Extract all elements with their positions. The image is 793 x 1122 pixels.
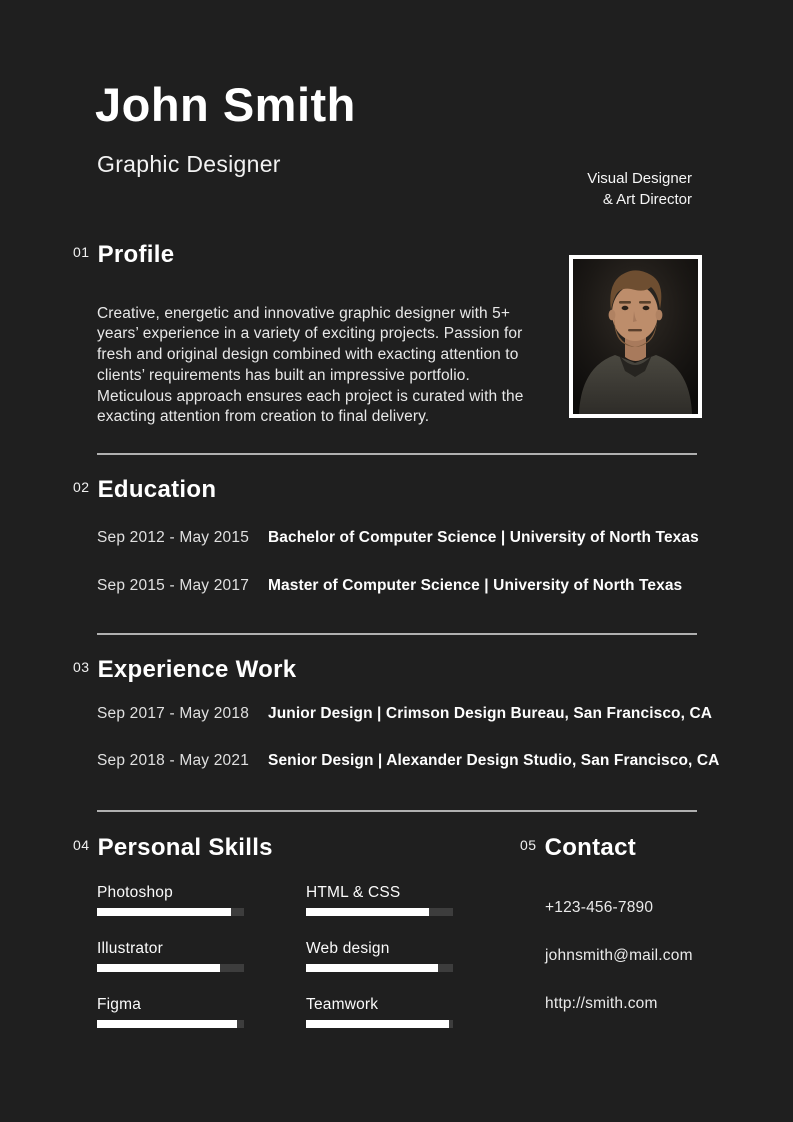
section-number: 03 bbox=[73, 659, 90, 675]
skills-column-right bbox=[306, 884, 453, 1028]
skill-progress-bar bbox=[306, 908, 453, 916]
contact-phone: +123-456-7890 bbox=[545, 899, 654, 916]
experience-row bbox=[97, 705, 712, 723]
skill-progress-fill bbox=[97, 964, 220, 972]
tagline bbox=[587, 168, 692, 210]
skill-progress-fill bbox=[306, 964, 438, 972]
section-heading-contact bbox=[520, 834, 636, 862]
skill-progress-bar bbox=[306, 964, 453, 972]
section-title: Personal Skills bbox=[97, 834, 273, 861]
portrait-photo bbox=[569, 255, 702, 418]
contact-email: johnsmith@mail.com bbox=[545, 947, 693, 964]
skill-progress-bar bbox=[306, 1020, 453, 1028]
skill-progress-bar bbox=[97, 964, 244, 972]
experience-detail: Senior Design | Alexander Design Studio, San Francisco, CA bbox=[268, 752, 720, 769]
experience-dates: Sep 2018 - May 2021 bbox=[97, 752, 250, 769]
experience-detail: Junior Design | Crimson Design Bureau, San Francisco, CA bbox=[268, 705, 713, 722]
tagline-line2: & Art Director bbox=[602, 191, 692, 208]
skill-label: Illustrator bbox=[97, 940, 163, 957]
tagline-line1: Visual Designer bbox=[587, 170, 692, 187]
education-detail: Bachelor of Computer Science | University of North Texas bbox=[268, 529, 699, 546]
skill-label: Teamwork bbox=[306, 996, 379, 1013]
skill-progress-fill bbox=[306, 908, 429, 916]
contact-list bbox=[545, 899, 693, 1013]
section-number: 02 bbox=[73, 479, 90, 495]
separator-line bbox=[97, 633, 697, 635]
section-heading-experience bbox=[73, 656, 296, 684]
skill-label: Photoshop bbox=[97, 884, 173, 901]
section-title: Education bbox=[97, 476, 217, 503]
education-dates: Sep 2015 - May 2017 bbox=[97, 577, 250, 594]
education-dates: Sep 2012 - May 2015 bbox=[97, 529, 250, 546]
portrait-image bbox=[573, 259, 698, 414]
education-row bbox=[97, 529, 699, 547]
section-heading-education bbox=[73, 476, 216, 504]
skill-progress-bar bbox=[97, 908, 244, 916]
section-title: Contact bbox=[544, 834, 637, 861]
experience-dates: Sep 2017 - May 2018 bbox=[97, 705, 250, 722]
skill-label: Web design bbox=[306, 940, 390, 957]
separator-line bbox=[97, 810, 697, 812]
skill-progress-fill bbox=[306, 1020, 449, 1028]
profile-paragraph: Creative, energetic and innovative graphic designer with 5+ years’ experience in a variety of exciting projects. Passion for fresh and original design combined with exacting attention to clients’ requirements has built an impressive portfolio. Meticulous approach ensures each project is curated with the exacting attention from creation to final delivery. bbox=[97, 304, 524, 426]
skill-progress-fill bbox=[97, 1020, 237, 1028]
skill-item bbox=[97, 884, 244, 916]
contact-website: http://smith.com bbox=[545, 995, 658, 1012]
name-heading: John Smith bbox=[95, 78, 356, 131]
section-title: Experience Work bbox=[97, 656, 297, 683]
skill-item bbox=[306, 884, 453, 916]
separator-line bbox=[97, 453, 697, 455]
section-number: 05 bbox=[520, 837, 537, 853]
skill-label: Figma bbox=[97, 996, 142, 1013]
experience-row bbox=[97, 752, 719, 770]
skill-item bbox=[306, 940, 453, 972]
skill-item bbox=[97, 940, 244, 972]
section-heading-profile bbox=[73, 241, 174, 269]
section-title: Profile bbox=[97, 241, 175, 268]
skill-label: HTML & CSS bbox=[306, 884, 401, 901]
skill-progress-fill bbox=[97, 908, 231, 916]
skill-progress-bar bbox=[97, 1020, 244, 1028]
section-heading-skills bbox=[73, 834, 273, 862]
section-number: 04 bbox=[73, 837, 90, 853]
skills-grid bbox=[97, 884, 453, 1028]
skills-column-left bbox=[97, 884, 244, 1028]
skill-item bbox=[97, 996, 244, 1028]
skill-item bbox=[306, 996, 453, 1028]
education-row bbox=[97, 577, 682, 595]
section-number: 01 bbox=[73, 244, 90, 260]
job-title: Graphic Designer bbox=[97, 151, 281, 177]
education-detail: Master of Computer Science | University of North Texas bbox=[268, 577, 683, 594]
